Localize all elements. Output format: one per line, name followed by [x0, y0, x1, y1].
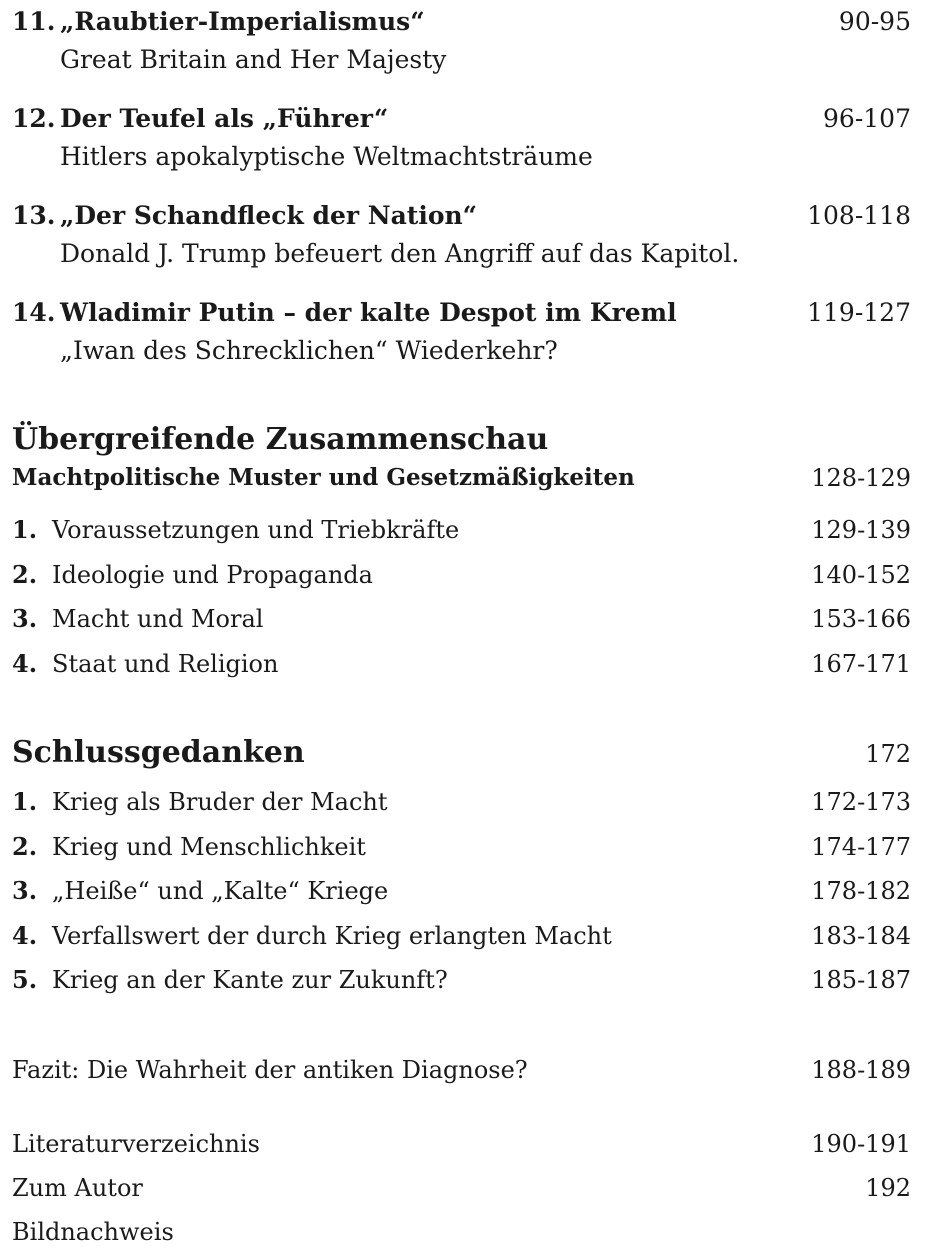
toc-entry-image-credits: Bildnachweis: [12, 1218, 174, 1246]
item-title: Staat und Religion: [52, 650, 279, 678]
page-range: 172-173: [811, 788, 911, 816]
page-range: 185-187: [811, 966, 911, 994]
section-heading-overview: Übergreifende Zusammenschau: [12, 422, 549, 457]
page-range: 96-107: [823, 104, 911, 133]
chapter-title: Wladimir Putin – der kalte Despot im Kreml: [60, 298, 677, 327]
item-title: Macht und Moral: [52, 605, 264, 633]
toc-entry-fazit-title: Fazit: Die Wahrheit der antiken Diagnose?: [12, 1056, 528, 1084]
item-number: 3.: [12, 604, 38, 633]
toc-entry-conclusion-2: [12, 829, 911, 865]
page-range: 172: [865, 740, 911, 768]
page-range: 108-118: [807, 201, 911, 230]
item-number: 5.: [12, 965, 38, 994]
item-number: 1.: [12, 787, 38, 816]
toc-entry-overview-4: [12, 646, 911, 682]
chapter-title: „Der Schandfleck der Nation“: [60, 201, 478, 230]
page-range: 167-171: [811, 650, 911, 678]
page-range: 140-152: [811, 561, 911, 589]
item-title: Krieg und Menschlichkeit: [52, 833, 366, 861]
item-title: Krieg an der Kante zur Zukunft?: [52, 966, 448, 994]
item-title: Krieg als Bruder der Macht: [52, 788, 388, 816]
item-number: 2.: [12, 560, 38, 589]
section-subheading-overview: Machtpolitische Muster und Gesetzmäßigkeiten: [12, 464, 635, 491]
toc-entry-overview-1: [12, 512, 911, 548]
item-number: 4.: [12, 649, 38, 678]
item-title: Ideologie und Propaganda: [52, 561, 373, 589]
toc-entry-bibliography: Literaturverzeichnis: [12, 1130, 260, 1158]
chapter-number: 12.: [12, 104, 56, 133]
chapter-subtitle: Great Britain and Her Majesty: [60, 45, 447, 74]
chapter-number: 14.: [12, 298, 56, 327]
page-range: 192: [865, 1174, 911, 1202]
item-title: Verfallswert der durch Krieg erlangten Macht: [52, 922, 612, 950]
item-title: „Heiße“ und „Kalte“ Kriege: [52, 877, 389, 905]
page-range: 153-166: [811, 605, 911, 633]
item-number: 2.: [12, 832, 38, 861]
item-title: Voraussetzungen und Triebkräfte: [52, 516, 460, 544]
toc-entry-chapter-14: [12, 295, 911, 365]
chapter-subtitle: Donald J. Trump befeuert den Angriff auf das Kapitol.: [60, 239, 740, 268]
toc-entry-chapter-12: [12, 101, 911, 171]
page-range: 128-129: [811, 464, 911, 492]
chapter-subtitle: Hitlers apokalyptische Weltmachtsträume: [60, 142, 593, 171]
toc-entry-conclusion-5: [12, 962, 911, 998]
chapter-number: 13.: [12, 201, 56, 230]
toc-entry-conclusion-3: [12, 873, 911, 909]
page-range: 119-127: [807, 298, 911, 327]
page-range: 190-191: [811, 1130, 911, 1158]
chapter-title: „Raubtier-Imperialismus“: [60, 7, 425, 36]
page-range: 174-177: [811, 833, 911, 861]
page-range: 178-182: [811, 877, 911, 905]
toc-entry-conclusion-4: [12, 918, 911, 954]
page-range: 90-95: [838, 7, 911, 36]
toc-entry-conclusion-1: [12, 784, 911, 820]
item-number: 1.: [12, 515, 38, 544]
page-range: 188-189: [811, 1056, 911, 1084]
chapter-title: Der Teufel als „Führer“: [60, 104, 389, 133]
section-heading-conclusion: Schlussgedanken: [12, 735, 305, 770]
item-number: 3.: [12, 876, 38, 905]
chapter-number: 11.: [12, 7, 56, 36]
toc-entry-overview-2: [12, 557, 911, 593]
toc-entry-chapter-13: [12, 198, 911, 268]
page-range: 129-139: [811, 516, 911, 544]
page-range: 183-184: [811, 922, 911, 950]
chapter-subtitle: „Iwan des Schrecklichen“ Wiederkehr?: [60, 336, 558, 365]
toc-entry-about-author: Zum Autor: [12, 1174, 143, 1202]
toc-entry-overview-3: [12, 601, 911, 637]
toc-entry-chapter-11: [12, 4, 911, 74]
item-number: 4.: [12, 921, 38, 950]
